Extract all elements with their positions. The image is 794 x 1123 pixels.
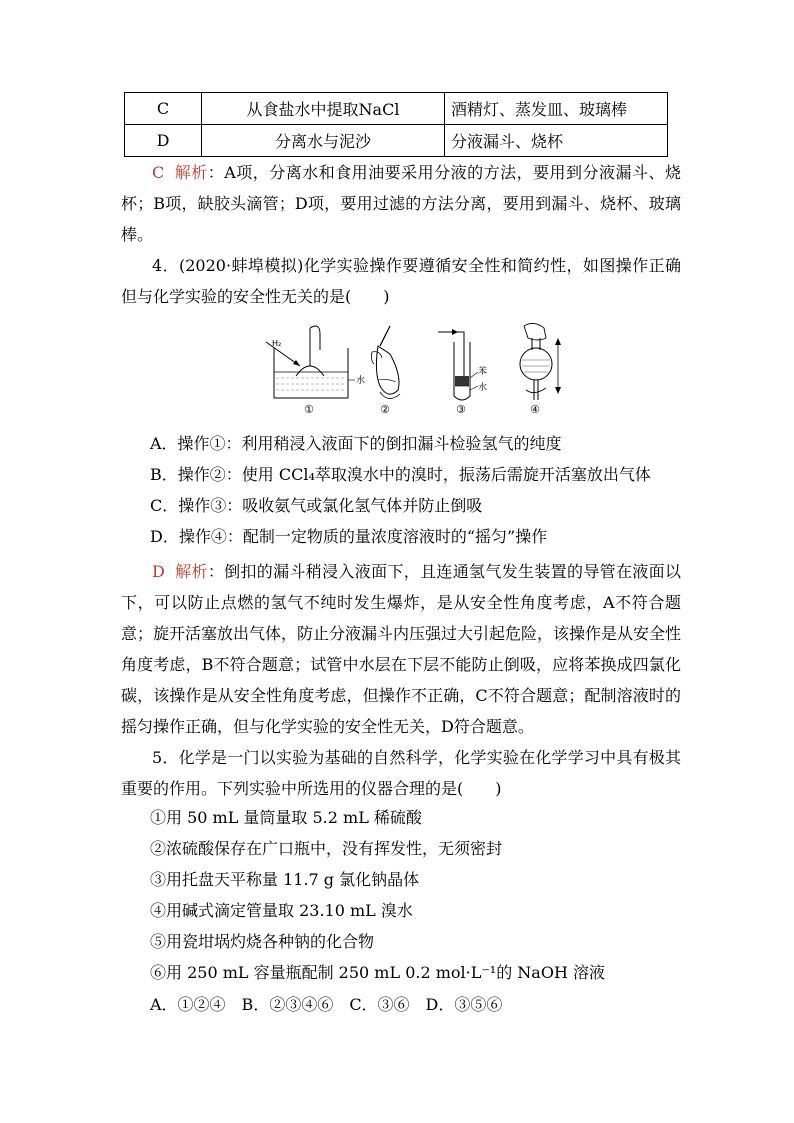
q5-item-4: ④用碱式滴定管量取 23.10 mL 溴水 xyxy=(150,901,413,920)
table-cell-instruments: 分液漏斗、烧杯 xyxy=(445,125,668,157)
table-row xyxy=(125,125,668,157)
q4-answer: D xyxy=(152,562,165,581)
apparatus-2-sep-funnel xyxy=(371,326,400,399)
q5-item-1: ①用 50 mL 量筒量取 5.2 mL 稀硫酸 xyxy=(150,808,422,827)
q5-item-6: ⑥用 250 mL 容量瓶配制 250 mL 0.2 mol·L⁻¹的 NaOH 溶液 xyxy=(150,963,605,982)
q3-explanation-text: ：A项，分离水和食用油要采用分液的方法，要用到分液漏斗、烧杯；B项，缺胶头滴管；D项，要用过滤的方法分离，要用到漏斗、烧杯、玻璃棒。 xyxy=(121,163,681,244)
h2-label: H₂ xyxy=(272,339,282,348)
q4-explanation-label: 解析 xyxy=(174,562,208,581)
table-cell-experiment: 分离水与泥沙 xyxy=(202,125,445,157)
figure-marker-4: ④ xyxy=(530,403,540,416)
table-cell-option: D xyxy=(125,125,202,157)
table-cell-instruments: 酒精灯、蒸发皿、玻璃棒 xyxy=(445,93,668,125)
water-label-1: 水 xyxy=(356,376,366,386)
apparatus-figure xyxy=(262,320,562,416)
benzene-label: 苯 xyxy=(478,367,488,377)
apparatus-1-beaker xyxy=(266,326,355,398)
q4-explanation xyxy=(121,556,681,742)
q5-item-3: ③用托盘天平称量 11.7 g 氯化钠晶体 xyxy=(150,870,420,889)
water-label-3: 水 xyxy=(478,383,488,393)
q4-stem: 4．(2020·蚌埠模拟)化学实验操作要遵循安全性和简约性，如图操作正确但与化学实验的安全性无关的是( ) xyxy=(121,256,681,306)
figure-marker-2: ② xyxy=(380,403,390,416)
table-cell-option: C xyxy=(125,93,202,125)
q5-item-2: ②浓硫酸保存在广口瓶中，没有挥发性，无须密封 xyxy=(150,839,503,858)
q4-option-c: C．操作③：吸收氨气或氯化氢气体并防止倒吸 xyxy=(150,496,483,515)
apparatus-3-test-tube xyxy=(438,329,478,400)
q4-explanation-text: ：倒扣的漏斗稍浸入液面下，且连通氢气发生装置的导管在液面以下，可以防止点燃的氢气不纯时发生爆炸，是从安全性角度考虑，A不符合题意；旋开活塞放出气体，防止分液漏斗内压强过大引起危险，该操作是从安全性角度考虑，B不符合题意；试管中水层在下层不能防止倒吸，应将苯换成四氯化碳，该操作是从安全性角度考虑，但操作不正确，C不符合题意；配制溶液时的摇匀操作正确，但与化学实验的安全性无关，D符合题意。 xyxy=(121,562,682,736)
q3-answer: C xyxy=(152,163,165,182)
table-row xyxy=(125,93,668,125)
options-table xyxy=(124,92,668,157)
figure-marker-3: ③ xyxy=(456,403,466,416)
q3-explanation-label: 解析 xyxy=(174,163,208,182)
apparatus-4-flask xyxy=(520,323,561,400)
table-cell-experiment: 从食盐水中提取NaCl xyxy=(202,93,445,125)
q4-option-b: B．操作②：使用 CCl₄萃取溴水中的溴时，振荡后需旋开活塞放出气体 xyxy=(150,465,651,484)
q3-explanation xyxy=(121,157,681,250)
q5-choices: A．①②④ B．②③④⑥ C．③⑥ D．③⑤⑥ xyxy=(150,995,503,1014)
q5-item-5: ⑤用瓷坩埚灼烧各种钠的化合物 xyxy=(150,932,375,951)
q4-option-d: D．操作④：配制一定物质的量浓度溶液时的“摇匀”操作 xyxy=(150,527,548,546)
q5-stem: 5．化学是一门以实验为基础的自然科学，化学实验在化学学习中具有极其重要的作用。下列实验中所选用的仪器合理的是( ) xyxy=(121,748,681,798)
figure-marker-1: ① xyxy=(304,403,314,416)
q4-option-a: A．操作①：利用稍浸入液面下的倒扣漏斗检验氢气的纯度 xyxy=(150,434,562,453)
